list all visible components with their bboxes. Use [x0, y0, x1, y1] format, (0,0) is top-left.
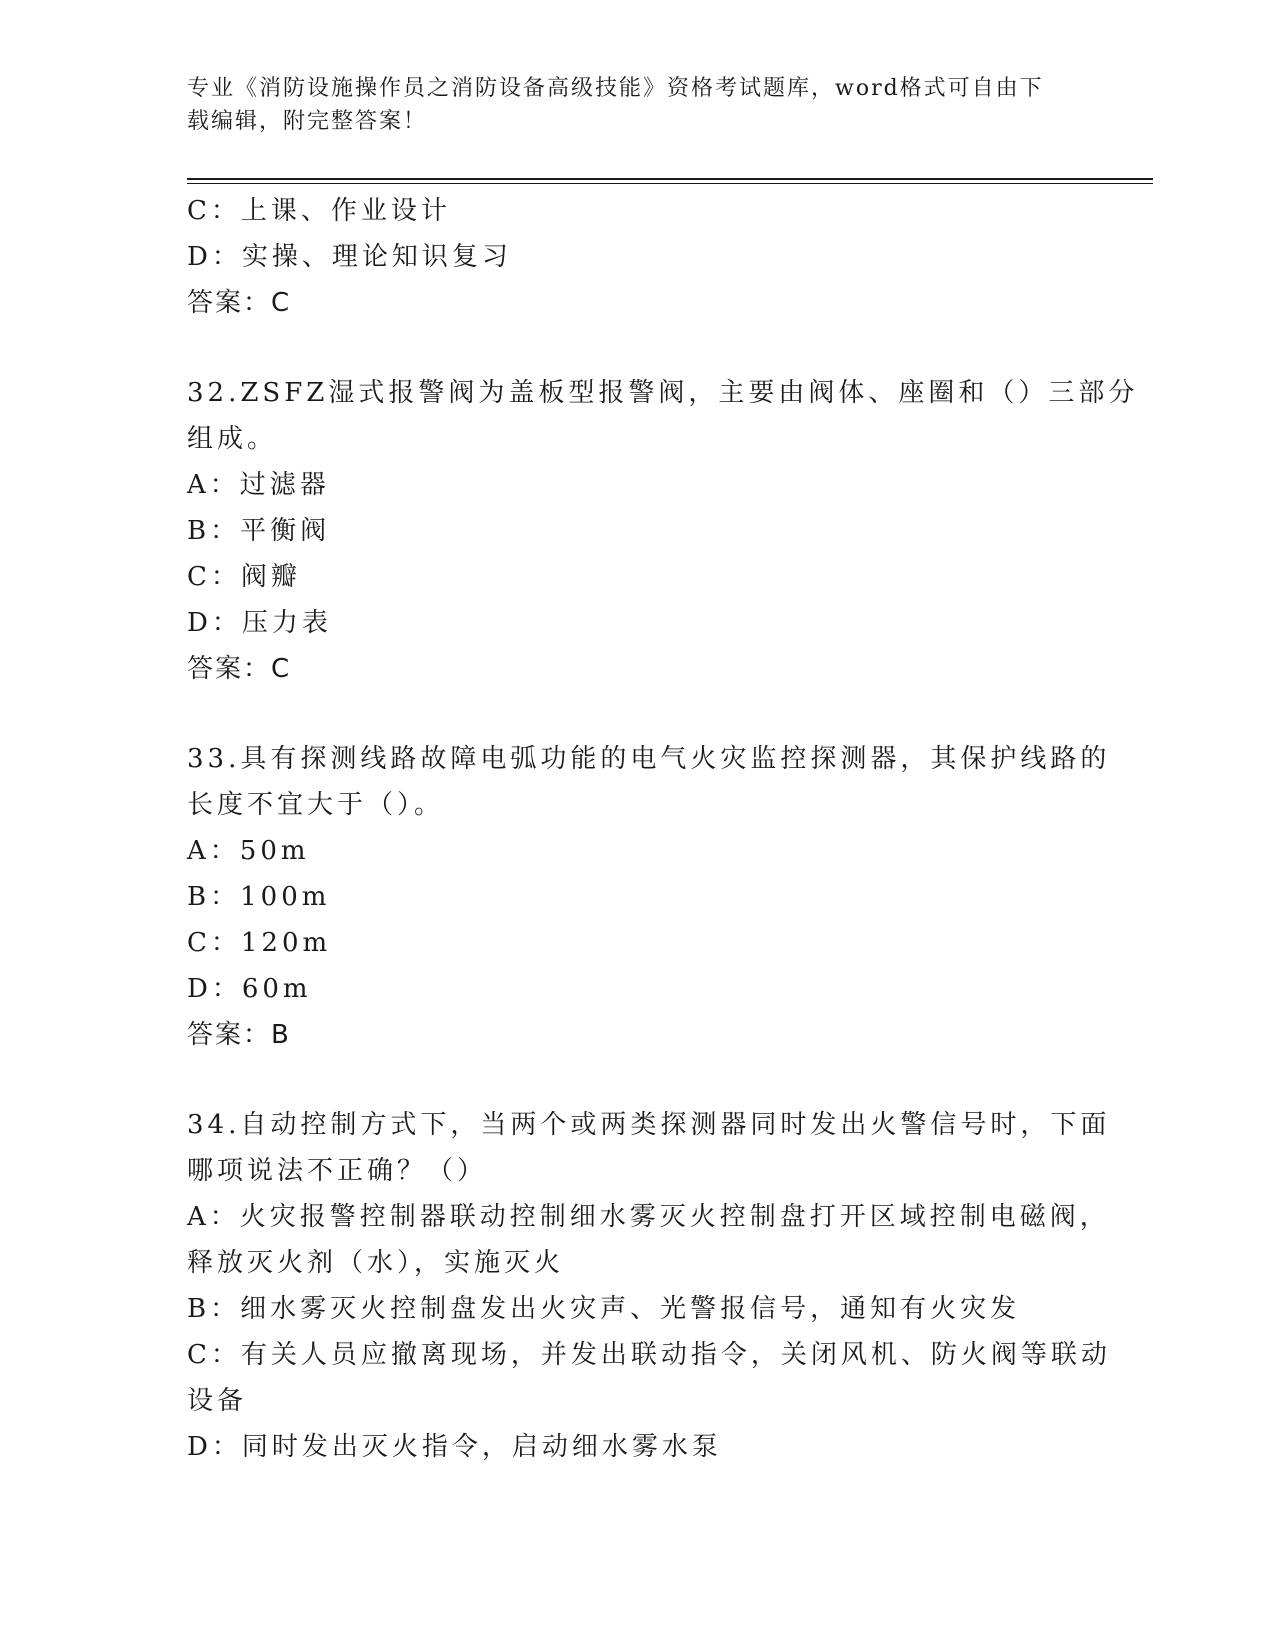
- option-b: B：平衡阀: [187, 516, 331, 546]
- option-c-cont: 设备: [187, 1386, 248, 1416]
- question-33: [187, 736, 1111, 1058]
- header-line-2: 载编辑，附完整答案！: [187, 109, 428, 134]
- question-stem: 32.ZSFZ湿式报警阀为盖板型报警阀，主要由阀体、座圈和（）三部分: [187, 378, 1139, 408]
- option-d: D：同时发出灭火指令，启动细水雾水泵: [187, 1432, 722, 1462]
- option-c: C：120m: [187, 928, 332, 958]
- option-b: B：细水雾灭火控制盘发出火灾声、光警报信号，通知有火灾发: [187, 1294, 1021, 1324]
- answer: 答案：C: [187, 288, 292, 318]
- option-b: B：100m: [187, 882, 331, 912]
- question-31-tail: [187, 188, 1087, 326]
- question-stem: 33.具有探测线路故障电弧功能的电气火灾监控探测器，其保护线路的: [187, 744, 1111, 774]
- option-a: A：50m: [187, 836, 310, 866]
- question-list: [187, 188, 1139, 1470]
- option-c: C：有关人员应撤离现场，并发出联动指令，关闭风机、防火阀等联动: [187, 1340, 1111, 1370]
- option-d: D：实操、理论知识复习: [187, 242, 512, 272]
- option-d: D：压力表: [187, 608, 332, 638]
- header-line-1: 专业《消防设施操作员之消防设备高级技能》资格考试题库，word格式可自由下: [187, 76, 1044, 101]
- option-a: A：过滤器: [187, 470, 330, 500]
- header-divider-thick: [187, 178, 1153, 180]
- answer: 答案：B: [187, 1020, 291, 1050]
- option-c: C：上课、作业设计: [187, 196, 451, 226]
- option-a: A：火灾报警控制器联动控制细水雾灭火控制盘打开区域控制电磁阀，: [187, 1202, 1110, 1232]
- question-stem-cont: 哪项说法不正确？（）: [187, 1156, 488, 1186]
- header-divider-thin: [187, 183, 1153, 184]
- question-stem: 34.自动控制方式下，当两个或两类探测器同时发出火警信号时，下面: [187, 1110, 1111, 1140]
- document-header: [187, 72, 1067, 138]
- answer: 答案：C: [187, 654, 292, 684]
- question-stem-cont: 组成。: [187, 424, 278, 454]
- question-stem-cont: 长度不宜大于（）。: [187, 790, 445, 820]
- option-a-cont: 释放灭火剂（水），实施灭火: [187, 1248, 565, 1278]
- option-c: C：阀瓣: [187, 562, 301, 592]
- question-32: [187, 370, 1139, 692]
- option-d: D：60m: [187, 974, 312, 1004]
- question-34: [187, 1102, 1111, 1470]
